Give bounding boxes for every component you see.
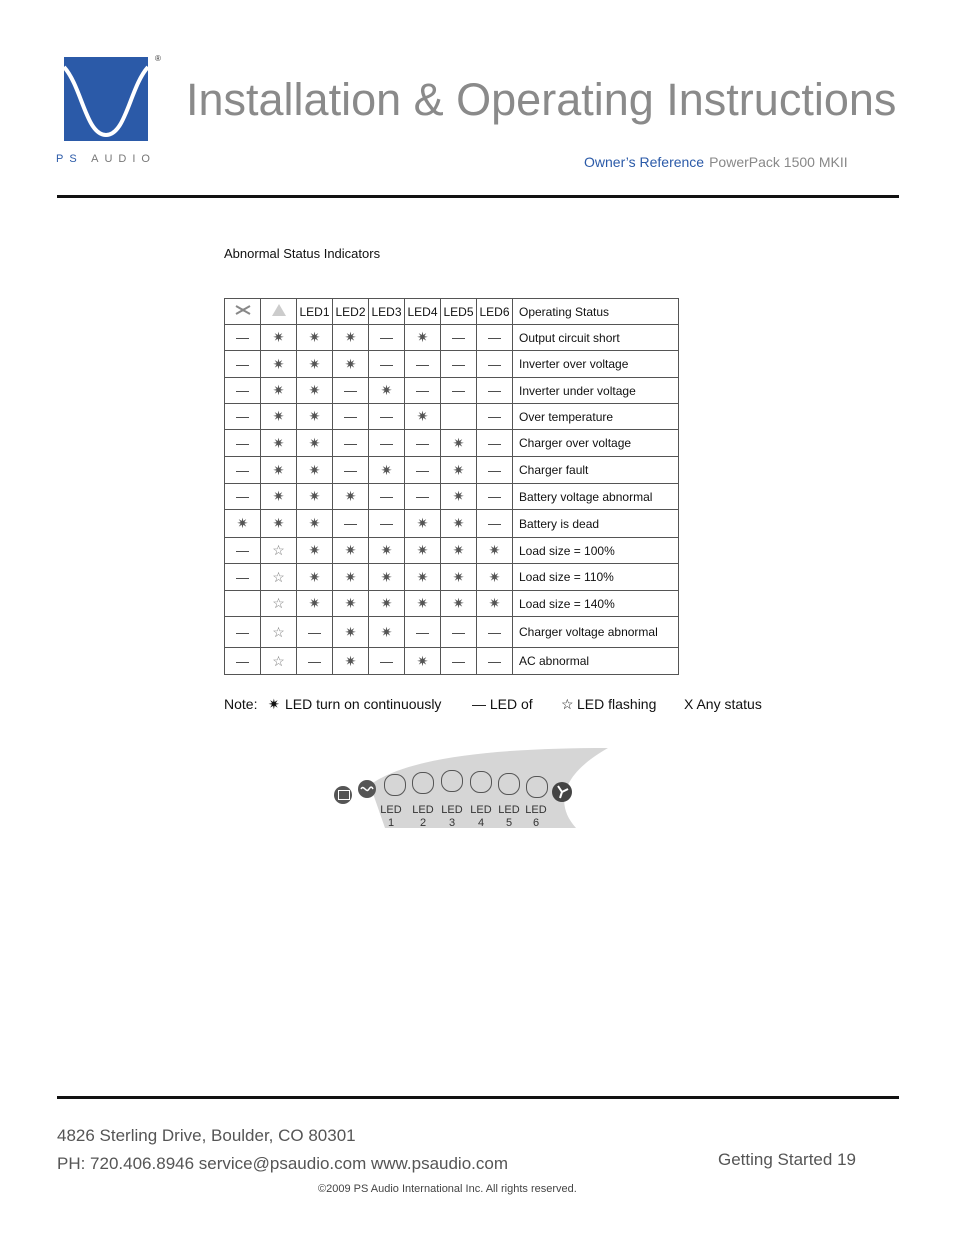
status-cell bbox=[441, 457, 477, 484]
led-3-label: LED 3 bbox=[441, 804, 463, 829]
status-cell bbox=[333, 325, 369, 351]
status-cell bbox=[261, 325, 297, 351]
status-cell bbox=[369, 351, 405, 378]
status-description: Inverter over voltage bbox=[513, 351, 679, 378]
led-off-icon: — bbox=[344, 383, 357, 398]
status-cell bbox=[405, 484, 441, 510]
led-on-icon: ✷ bbox=[380, 568, 393, 585]
led-off-icon: — bbox=[416, 356, 429, 372]
led-off-icon: — bbox=[380, 409, 393, 424]
led-on-icon: ✷ bbox=[416, 329, 429, 345]
header-led1: LED1 bbox=[297, 299, 333, 325]
status-cell bbox=[297, 564, 333, 591]
status-cell bbox=[261, 404, 297, 430]
led-off-icon: — bbox=[488, 330, 501, 345]
led-1-indicator bbox=[384, 774, 406, 796]
status-cell bbox=[225, 484, 261, 510]
led-off-icon: — bbox=[236, 653, 249, 669]
led-on-icon: ✷ bbox=[308, 382, 321, 398]
led-off-icon: — bbox=[236, 383, 249, 398]
status-cell bbox=[261, 430, 297, 457]
table-body bbox=[225, 325, 679, 675]
status-cell bbox=[333, 591, 369, 617]
status-cell bbox=[225, 378, 261, 404]
status-description: Load size = 140% bbox=[513, 591, 679, 617]
note-off: — LED of bbox=[472, 696, 533, 712]
status-description: Output circuit short bbox=[513, 325, 679, 351]
product-name: PowerPack 1500 MKII bbox=[709, 154, 848, 170]
note-on: LED turn on continuously bbox=[285, 696, 442, 712]
status-cell bbox=[477, 564, 513, 591]
led-4-label: LED 4 bbox=[470, 804, 492, 829]
led-3-indicator bbox=[441, 770, 463, 792]
table-row bbox=[225, 484, 679, 510]
status-cell bbox=[333, 538, 369, 564]
status-cell bbox=[261, 510, 297, 538]
led-on-icon: ✷ bbox=[452, 515, 465, 531]
led-off-icon: — bbox=[488, 383, 501, 398]
status-cell bbox=[297, 404, 333, 430]
table-row bbox=[225, 404, 679, 430]
status-description: AC abnormal bbox=[513, 648, 679, 675]
status-cell bbox=[405, 591, 441, 617]
led-on-icon: ✷ bbox=[308, 595, 321, 611]
led-off-icon: — bbox=[236, 462, 249, 478]
status-cell bbox=[333, 564, 369, 591]
led-off-icon: — bbox=[236, 569, 249, 585]
table-row bbox=[225, 564, 679, 591]
led-on-icon: ✷ bbox=[308, 568, 321, 585]
led-on-icon: ✷ bbox=[272, 488, 285, 504]
table-row bbox=[225, 648, 679, 675]
led-on-icon: ✷ bbox=[308, 329, 321, 345]
status-cell bbox=[405, 378, 441, 404]
status-description: Load size = 100% bbox=[513, 538, 679, 564]
header-rule bbox=[57, 195, 899, 198]
led-on-icon: ✷ bbox=[344, 623, 357, 640]
status-cell bbox=[441, 404, 477, 430]
led-6-indicator bbox=[526, 776, 548, 798]
status-cell bbox=[297, 484, 333, 510]
status-cell bbox=[369, 564, 405, 591]
led-off-icon: — bbox=[488, 653, 501, 669]
computer-icon bbox=[334, 786, 352, 804]
status-cell bbox=[225, 538, 261, 564]
status-cell bbox=[477, 404, 513, 430]
status-cell bbox=[225, 564, 261, 591]
status-description: Load size = 110% bbox=[513, 564, 679, 591]
status-cell bbox=[225, 325, 261, 351]
status-description: Battery is dead bbox=[513, 510, 679, 538]
led-4-indicator bbox=[470, 771, 492, 793]
led-6-label: LED 6 bbox=[525, 804, 547, 829]
status-cell bbox=[369, 325, 405, 351]
led-on-icon: ✷ bbox=[416, 568, 429, 585]
led-on-icon: ✷ bbox=[488, 595, 501, 611]
led-flash-icon: ☆ bbox=[272, 542, 285, 558]
page-title: Installation & Operating Instructions bbox=[186, 74, 897, 125]
page-number: Getting Started 19 bbox=[718, 1150, 856, 1169]
status-cell bbox=[441, 591, 477, 617]
status-cell bbox=[441, 510, 477, 538]
status-cell bbox=[297, 378, 333, 404]
status-cell bbox=[369, 538, 405, 564]
led-on-icon: ✷ bbox=[380, 382, 393, 398]
status-cell bbox=[333, 484, 369, 510]
led-on-icon: ✷ bbox=[344, 595, 357, 611]
status-cell bbox=[297, 457, 333, 484]
status-cell bbox=[477, 510, 513, 538]
led-on-icon: ✷ bbox=[308, 515, 321, 531]
warning-icon bbox=[261, 299, 297, 325]
status-cell bbox=[477, 591, 513, 617]
status-cell bbox=[261, 378, 297, 404]
led-off-icon: — bbox=[236, 409, 249, 424]
led-on-icon: ✷ bbox=[452, 488, 465, 504]
status-cell bbox=[369, 591, 405, 617]
status-cell bbox=[477, 617, 513, 648]
led-on-icon: ✷ bbox=[488, 542, 501, 558]
led-off-icon: — bbox=[488, 624, 501, 640]
status-cell bbox=[297, 325, 333, 351]
flash-symbol-icon: ☆ bbox=[561, 696, 574, 712]
table-row bbox=[225, 457, 679, 484]
led-off-icon: — bbox=[416, 383, 429, 398]
status-cell bbox=[441, 648, 477, 675]
status-cell bbox=[225, 351, 261, 378]
led-off-icon: — bbox=[344, 435, 357, 451]
status-cell bbox=[405, 430, 441, 457]
table-row bbox=[225, 510, 679, 538]
status-cell bbox=[333, 351, 369, 378]
header-led5: LED5 bbox=[441, 299, 477, 325]
led-1-label: LED 1 bbox=[380, 804, 402, 829]
led-on-icon: ✷ bbox=[308, 355, 321, 372]
status-cell bbox=[261, 591, 297, 617]
led-off-icon: — bbox=[236, 624, 249, 640]
led-2-label: LED 2 bbox=[412, 804, 434, 829]
status-description: Inverter under voltage bbox=[513, 378, 679, 404]
led-on-icon: ✷ bbox=[344, 355, 357, 372]
led-on-icon: ✷ bbox=[488, 568, 501, 585]
status-cell bbox=[405, 538, 441, 564]
status-cell bbox=[297, 538, 333, 564]
fault-icon bbox=[225, 299, 261, 325]
led-off-icon: — bbox=[416, 435, 429, 451]
led-off-icon: — bbox=[380, 330, 393, 345]
note-label: Note: bbox=[224, 696, 258, 712]
led-on-icon: ✷ bbox=[308, 408, 321, 424]
status-cell bbox=[441, 564, 477, 591]
status-cell bbox=[333, 378, 369, 404]
footer-address: 4826 Sterling Drive, Boulder, CO 80301 bbox=[57, 1126, 356, 1145]
status-cell bbox=[369, 484, 405, 510]
status-cell bbox=[477, 484, 513, 510]
led-on-icon: ✷ bbox=[452, 595, 465, 611]
owners-reference bbox=[584, 154, 848, 170]
led-off-icon: — bbox=[488, 435, 501, 451]
table-row bbox=[225, 617, 679, 648]
led-on-icon: ✷ bbox=[272, 461, 285, 478]
status-cell bbox=[405, 617, 441, 648]
led-off-icon: — bbox=[236, 356, 249, 372]
led-on-icon: ✷ bbox=[344, 652, 357, 669]
status-cell bbox=[369, 457, 405, 484]
header-led4: LED4 bbox=[405, 299, 441, 325]
status-cell bbox=[225, 457, 261, 484]
table-row bbox=[225, 591, 679, 617]
status-cell bbox=[369, 404, 405, 430]
led-off-icon: — bbox=[452, 653, 465, 669]
status-cell bbox=[297, 351, 333, 378]
led-off-icon: — bbox=[236, 330, 249, 345]
fan-icon bbox=[552, 782, 572, 802]
led-on-icon: ✷ bbox=[380, 595, 393, 611]
logo-wave-icon bbox=[64, 57, 148, 141]
status-cell bbox=[261, 351, 297, 378]
led-on-icon: ✷ bbox=[272, 515, 285, 531]
status-description: Over temperature bbox=[513, 404, 679, 430]
led-on-icon: ✷ bbox=[344, 488, 357, 504]
ps-audio-logo bbox=[64, 57, 148, 141]
status-cell bbox=[477, 351, 513, 378]
led-on-icon: ✷ bbox=[380, 461, 393, 478]
section-label: Abnormal Status Indicators bbox=[224, 246, 381, 261]
led-on-icon: ✷ bbox=[272, 408, 285, 424]
table-row bbox=[225, 325, 679, 351]
led-off-icon: — bbox=[416, 489, 429, 504]
brand-wordmark bbox=[56, 153, 156, 165]
table-header-row bbox=[225, 299, 679, 325]
led-on-icon: ✷ bbox=[344, 329, 357, 345]
led-off-icon: — bbox=[380, 489, 393, 504]
status-cell bbox=[477, 430, 513, 457]
status-cell bbox=[369, 510, 405, 538]
status-cell bbox=[261, 648, 297, 675]
led-on-icon: ✷ bbox=[308, 461, 321, 478]
status-cell bbox=[441, 351, 477, 378]
led-on-icon: ✷ bbox=[380, 542, 393, 558]
status-cell bbox=[477, 457, 513, 484]
led-on-icon: ✷ bbox=[236, 515, 249, 531]
led-2-indicator bbox=[412, 772, 434, 794]
status-cell bbox=[369, 648, 405, 675]
led-on-icon: ✷ bbox=[452, 461, 465, 478]
footer-rule bbox=[57, 1096, 899, 1099]
status-cell bbox=[405, 648, 441, 675]
led-on-icon: ✷ bbox=[272, 434, 285, 451]
status-cell bbox=[369, 430, 405, 457]
status-cell bbox=[297, 430, 333, 457]
copyright: ©2009 PS Audio International Inc. All rights reserved. bbox=[318, 1183, 577, 1195]
led-off-icon: — bbox=[488, 409, 501, 424]
led-off-icon: — bbox=[416, 624, 429, 640]
led-off-icon: — bbox=[452, 383, 465, 398]
led-on-icon: ✷ bbox=[416, 515, 429, 531]
ac-wave-icon bbox=[358, 780, 376, 798]
led-on-icon: ✷ bbox=[308, 488, 321, 504]
status-cell bbox=[333, 617, 369, 648]
note-any: X Any status bbox=[684, 696, 762, 712]
led-off-icon: — bbox=[488, 516, 501, 531]
status-cell bbox=[261, 617, 297, 648]
led-on-icon: ✷ bbox=[416, 408, 429, 424]
table-row bbox=[225, 378, 679, 404]
status-cell bbox=[297, 510, 333, 538]
status-cell bbox=[477, 325, 513, 351]
led-on-icon: ✷ bbox=[344, 542, 357, 558]
led-on-icon: ✷ bbox=[452, 542, 465, 558]
led-off-icon: — bbox=[344, 409, 357, 424]
led-off-icon: — bbox=[308, 653, 321, 669]
status-cell bbox=[477, 648, 513, 675]
status-cell bbox=[441, 617, 477, 648]
status-cell bbox=[441, 430, 477, 457]
section-name: Owner’s Reference bbox=[584, 154, 705, 170]
led-on-icon: ✷ bbox=[272, 329, 285, 345]
status-cell bbox=[333, 648, 369, 675]
status-cell bbox=[333, 430, 369, 457]
led-on-icon: ✷ bbox=[308, 434, 321, 451]
led-off-icon: — bbox=[416, 462, 429, 478]
status-cell bbox=[405, 404, 441, 430]
footer-contact: PH: 720.406.8946 service@psaudio.com www.psaudio.com bbox=[57, 1154, 508, 1173]
status-cell bbox=[477, 538, 513, 564]
led-off-icon: — bbox=[236, 543, 249, 558]
status-cell bbox=[297, 591, 333, 617]
status-cell bbox=[261, 484, 297, 510]
led-flash-icon: ☆ bbox=[272, 652, 285, 669]
led-on-icon: ✷ bbox=[452, 434, 465, 451]
header-operating-status: Operating Status bbox=[513, 299, 679, 325]
on-symbol-icon: ✷ bbox=[268, 696, 280, 712]
status-cell bbox=[405, 457, 441, 484]
led-5-label: LED 5 bbox=[498, 804, 520, 829]
led-on-icon: ✷ bbox=[416, 595, 429, 611]
status-cell bbox=[369, 617, 405, 648]
led-on-icon: ✷ bbox=[272, 355, 285, 372]
led-flash-icon: ☆ bbox=[272, 568, 285, 585]
led-flash-icon: ☆ bbox=[272, 623, 285, 640]
led-off-icon: — bbox=[488, 462, 501, 478]
status-cell bbox=[225, 648, 261, 675]
registered-mark: ® bbox=[155, 54, 161, 63]
status-cell bbox=[441, 484, 477, 510]
led-off-icon: — bbox=[380, 356, 393, 372]
brand-ps: PS bbox=[56, 153, 83, 165]
status-cell bbox=[405, 564, 441, 591]
header-led3: LED3 bbox=[369, 299, 405, 325]
led-off-icon: — bbox=[380, 435, 393, 451]
status-cell bbox=[261, 564, 297, 591]
status-cell bbox=[441, 378, 477, 404]
led-off-icon: — bbox=[380, 653, 393, 669]
table-row bbox=[225, 538, 679, 564]
status-cell bbox=[369, 378, 405, 404]
status-cell bbox=[225, 617, 261, 648]
status-cell bbox=[405, 325, 441, 351]
led-on-icon: ✷ bbox=[380, 623, 393, 640]
led-off-icon: — bbox=[488, 489, 501, 504]
status-cell bbox=[225, 510, 261, 538]
status-cell bbox=[477, 378, 513, 404]
led-on-icon: ✷ bbox=[344, 568, 357, 585]
header-led6: LED6 bbox=[477, 299, 513, 325]
status-description: Charger voltage abnormal bbox=[513, 617, 679, 648]
status-cell bbox=[225, 404, 261, 430]
led-off-icon: — bbox=[488, 356, 501, 372]
status-cell bbox=[297, 648, 333, 675]
brand-audio: AUDIO bbox=[91, 153, 156, 165]
led-flash-icon: ☆ bbox=[272, 595, 285, 611]
status-description: Charger over voltage bbox=[513, 430, 679, 457]
status-description: Charger fault bbox=[513, 457, 679, 484]
status-cell bbox=[333, 404, 369, 430]
table-row bbox=[225, 430, 679, 457]
led-off-icon: — bbox=[308, 624, 321, 640]
note-flash: LED flashing bbox=[577, 696, 657, 712]
led-on-icon: ✷ bbox=[308, 542, 321, 558]
status-cell bbox=[405, 351, 441, 378]
status-cell bbox=[441, 538, 477, 564]
led-off-icon: — bbox=[452, 624, 465, 640]
led-on-icon: ✷ bbox=[272, 382, 285, 398]
status-cell bbox=[261, 457, 297, 484]
led-off-icon: — bbox=[380, 516, 393, 531]
led-off-icon: — bbox=[344, 516, 357, 531]
led-on-icon: ✷ bbox=[452, 568, 465, 585]
led-off-icon: — bbox=[452, 356, 465, 372]
table-row bbox=[225, 351, 679, 378]
led-panel-diagram bbox=[330, 745, 620, 835]
abnormal-status-table bbox=[224, 298, 679, 675]
status-cell bbox=[405, 510, 441, 538]
led-on-icon: ✷ bbox=[416, 652, 429, 669]
header-led2: LED2 bbox=[333, 299, 369, 325]
status-cell bbox=[333, 510, 369, 538]
led-off-icon: — bbox=[452, 330, 465, 345]
status-cell bbox=[225, 591, 261, 617]
status-description: Battery voltage abnormal bbox=[513, 484, 679, 510]
status-cell bbox=[297, 617, 333, 648]
status-cell bbox=[261, 538, 297, 564]
status-cell bbox=[441, 325, 477, 351]
status-cell bbox=[333, 457, 369, 484]
led-on-icon: ✷ bbox=[416, 542, 429, 558]
led-off-icon: — bbox=[236, 435, 249, 451]
led-5-indicator bbox=[498, 773, 520, 795]
led-off-icon: — bbox=[236, 489, 249, 504]
led-off-icon: — bbox=[344, 462, 357, 478]
status-cell bbox=[225, 430, 261, 457]
